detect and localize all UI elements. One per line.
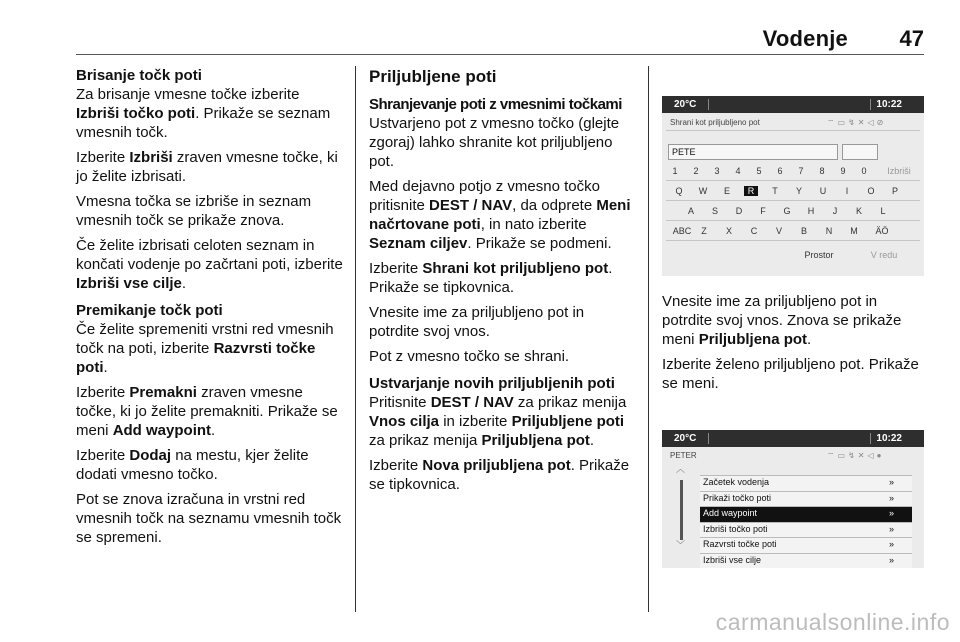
divider [666,180,920,181]
scroll-up-icon[interactable]: ︿ [676,464,686,474]
keyboard-key[interactable]: 2 [693,166,699,176]
chevron-right-icon: » [888,508,894,518]
route-menu-item[interactable] [700,506,912,522]
name-input-suffix [842,144,878,160]
keyboard-key[interactable]: E [723,186,730,196]
heading-create-favourite: Ustvarjanje novih priljubljenih poti [369,375,615,392]
column-middle [369,66,637,500]
screen-title: PETER [670,451,697,460]
watermark: carmanualsonline.info [715,609,950,635]
keyboard-key[interactable]: H [807,206,815,216]
route-menu-item[interactable] [700,475,912,491]
chevron-right-icon: » [888,477,894,487]
paragraph: Če želite izbrisati celoten seznam in končati vodenje po začrtani poti, izberite Izbriši vse cilje. [76,237,343,292]
route-menu-item-label: Prikaži točko poti [703,492,772,503]
keyboard-key[interactable]: X [725,226,732,236]
keyboard-key[interactable]: 5 [756,166,762,176]
paragraph: Za brisanje vmesne točke izberite Izbriši točko poti. Prikaže se seznam vmesnih točk. [76,86,331,141]
route-menu-item-label: Add waypoint [703,508,758,518]
keyboard-key[interactable]: Q [675,186,683,196]
heading-save-route: Shranjevanje poti z vmesnimi točkami [369,96,622,113]
paragraph: Pot se znova izračuna in vrstni red vmesnih točk na seznamu vmesnih točk se spremeni. [76,491,342,546]
ok-key[interactable]: V redu [870,250,898,260]
keyboard-key[interactable]: R [744,186,758,196]
paragraph: Vnesite ime za priljubljeno pot in potrdite svoj vnos. Znova se prikaže meni Priljubljena pot. [662,293,902,348]
paragraph: Če želite spremeniti vrstni red vmesnih točk na poti, izberite Razvrsti točke poti. [76,321,334,376]
screenshot-keyboard [662,96,924,276]
paragraph: Med dejavno potjo z vmesno točko pritisnite DEST / NAV, da odprete Meni načrtovane poti, in nato izberite Seznam ciljev. Prikaže se podmeni. [369,178,631,252]
paragraph: Izberite Dodaj na mestu, kjer želite dodati vmesno točko. [76,447,309,483]
route-menu-item-label: Izbriši točko poti [703,523,768,534]
status-separator [870,433,871,444]
keyboard-key[interactable]: F [760,206,766,216]
route-menu-item[interactable] [700,537,912,553]
column-right-text-1 [662,292,930,399]
keyboard-key[interactable]: I [845,186,849,196]
route-menu-item-label: Izbriši vse cilje [703,554,762,565]
keyboard-key[interactable]: L [880,206,886,216]
keyboard-key[interactable]: S [711,206,718,216]
paragraph: Izberite želeno priljubljeno pot. Prikaže se meni. [662,356,919,392]
paragraph: Vnesite ime za priljubljeno pot in potrdite svoj vnos. [369,304,585,340]
column-divider-2 [648,66,649,612]
status-separator [870,99,871,110]
keyboard-key[interactable]: D [735,206,743,216]
status-separator [708,433,709,444]
keyboard-key[interactable]: V [775,226,782,236]
paragraph: Vmesna točka se izbriše in seznam vmesnih točk se prikaže znova. [76,193,312,229]
temperature-readout: 20°C [674,99,697,110]
screen-title: Shrani kot priljubljeno pot [670,118,760,127]
page-title: Vodenje [762,26,848,51]
keyboard-key[interactable]: T [772,186,778,196]
chevron-right-icon: » [888,492,894,503]
delete-key[interactable]: Izbriši [887,166,911,176]
divider [666,130,920,131]
clock-readout: 10:22 [876,99,902,110]
keyboard-key[interactable]: 1 [672,166,678,176]
status-bar [662,430,924,447]
keyboard-key[interactable]: J [832,206,838,216]
scrollbar[interactable] [680,480,683,540]
keyboard-key[interactable]: O [867,186,875,196]
chevron-right-icon: » [888,539,894,549]
keyboard-key[interactable]: U [819,186,827,196]
keyboard-key[interactable]: C [750,226,758,236]
scroll-down-icon[interactable]: ﹀ [676,540,686,550]
keyboard-key[interactable]: 3 [714,166,720,176]
space-key[interactable]: Prostor [804,250,834,260]
paragraph: Izberite Shrani kot priljubljeno pot. Prikaže se tipkovnica. [369,260,613,296]
divider [666,200,920,201]
column-divider-1 [355,66,356,612]
keyboard-key[interactable]: A [687,206,694,216]
keyboard-key[interactable]: W [698,186,708,196]
page-number: 47 [899,26,924,51]
keyboard [662,166,924,260]
keyboard-key[interactable]: 4 [735,166,741,176]
chevron-right-icon: » [888,523,894,534]
clock-readout: 10:22 [876,433,902,444]
header-rule [76,54,924,55]
paragraph: Ustvarjeno pot z vmesno točko (glejte zgoraj) lahko shranite kot priljubljeno pot. [369,115,620,170]
heading-favourite-routes: Priljubljene poti [369,67,497,86]
keyboard-key[interactable]: Y [795,186,802,196]
keyboard-key[interactable]: ABC [672,226,692,236]
page-header [0,0,960,58]
name-input[interactable]: PETE [668,144,838,160]
route-menu-item[interactable] [700,491,912,507]
heading-delete-waypoints: Brisanje točk poti [76,67,202,84]
keyboard-key[interactable]: Z [701,226,707,236]
status-icons: ⌔▭↯✕◁● [827,451,885,460]
keyboard-key[interactable]: K [855,206,862,216]
screenshot-route-menu [662,430,924,568]
route-menu-item[interactable] [700,553,912,569]
paragraph: Pot z vmesno točko se shrani. [369,348,570,365]
route-menu-item-label: Razvrsti točke poti [703,539,777,549]
keyboard-key[interactable]: 6 [777,166,783,176]
keyboard-key[interactable]: ÄÖ [875,226,889,236]
temperature-readout: 20°C [674,433,697,444]
keyboard-key[interactable]: 8 [819,166,825,176]
keyboard-key[interactable]: 7 [798,166,804,176]
keyboard-key[interactable]: M [850,226,858,236]
route-menu-item[interactable] [700,522,912,538]
keyboard-key[interactable]: B [800,226,807,236]
paragraph: Izberite Premakni zraven vmesne točke, ki jo želite premakniti. Prikaže se meni Add waypoint. [76,384,338,439]
paragraph: Pritisnite DEST / NAV za prikaz menija Vnos cilja in izberite Priljubljene poti za prikaz menija Priljubljena pot. [369,394,627,449]
column-left [76,66,344,553]
divider [666,240,920,241]
keyboard-key[interactable]: G [783,206,791,216]
keyboard-key[interactable]: 0 [861,166,867,176]
divider [666,220,920,221]
status-bar [662,96,924,113]
paragraph: Izberite Izbriši zraven vmesne točke, ki jo želite izbrisati. [76,149,338,185]
route-menu-list [700,475,912,568]
route-menu-item-label: Začetek vodenja [703,477,770,487]
chevron-right-icon: » [888,554,894,565]
heading-move-waypoints: Premikanje točk poti [76,302,223,319]
keyboard-key[interactable]: N [825,226,833,236]
status-separator [708,99,709,110]
keyboard-key[interactable]: 9 [840,166,846,176]
status-icons: ⌔▭↯✕◁⊘ [827,118,887,127]
paragraph: Izberite Nova priljubljena pot. Prikaže se tipkovnica. [369,457,630,493]
keyboard-key[interactable]: P [891,186,898,196]
